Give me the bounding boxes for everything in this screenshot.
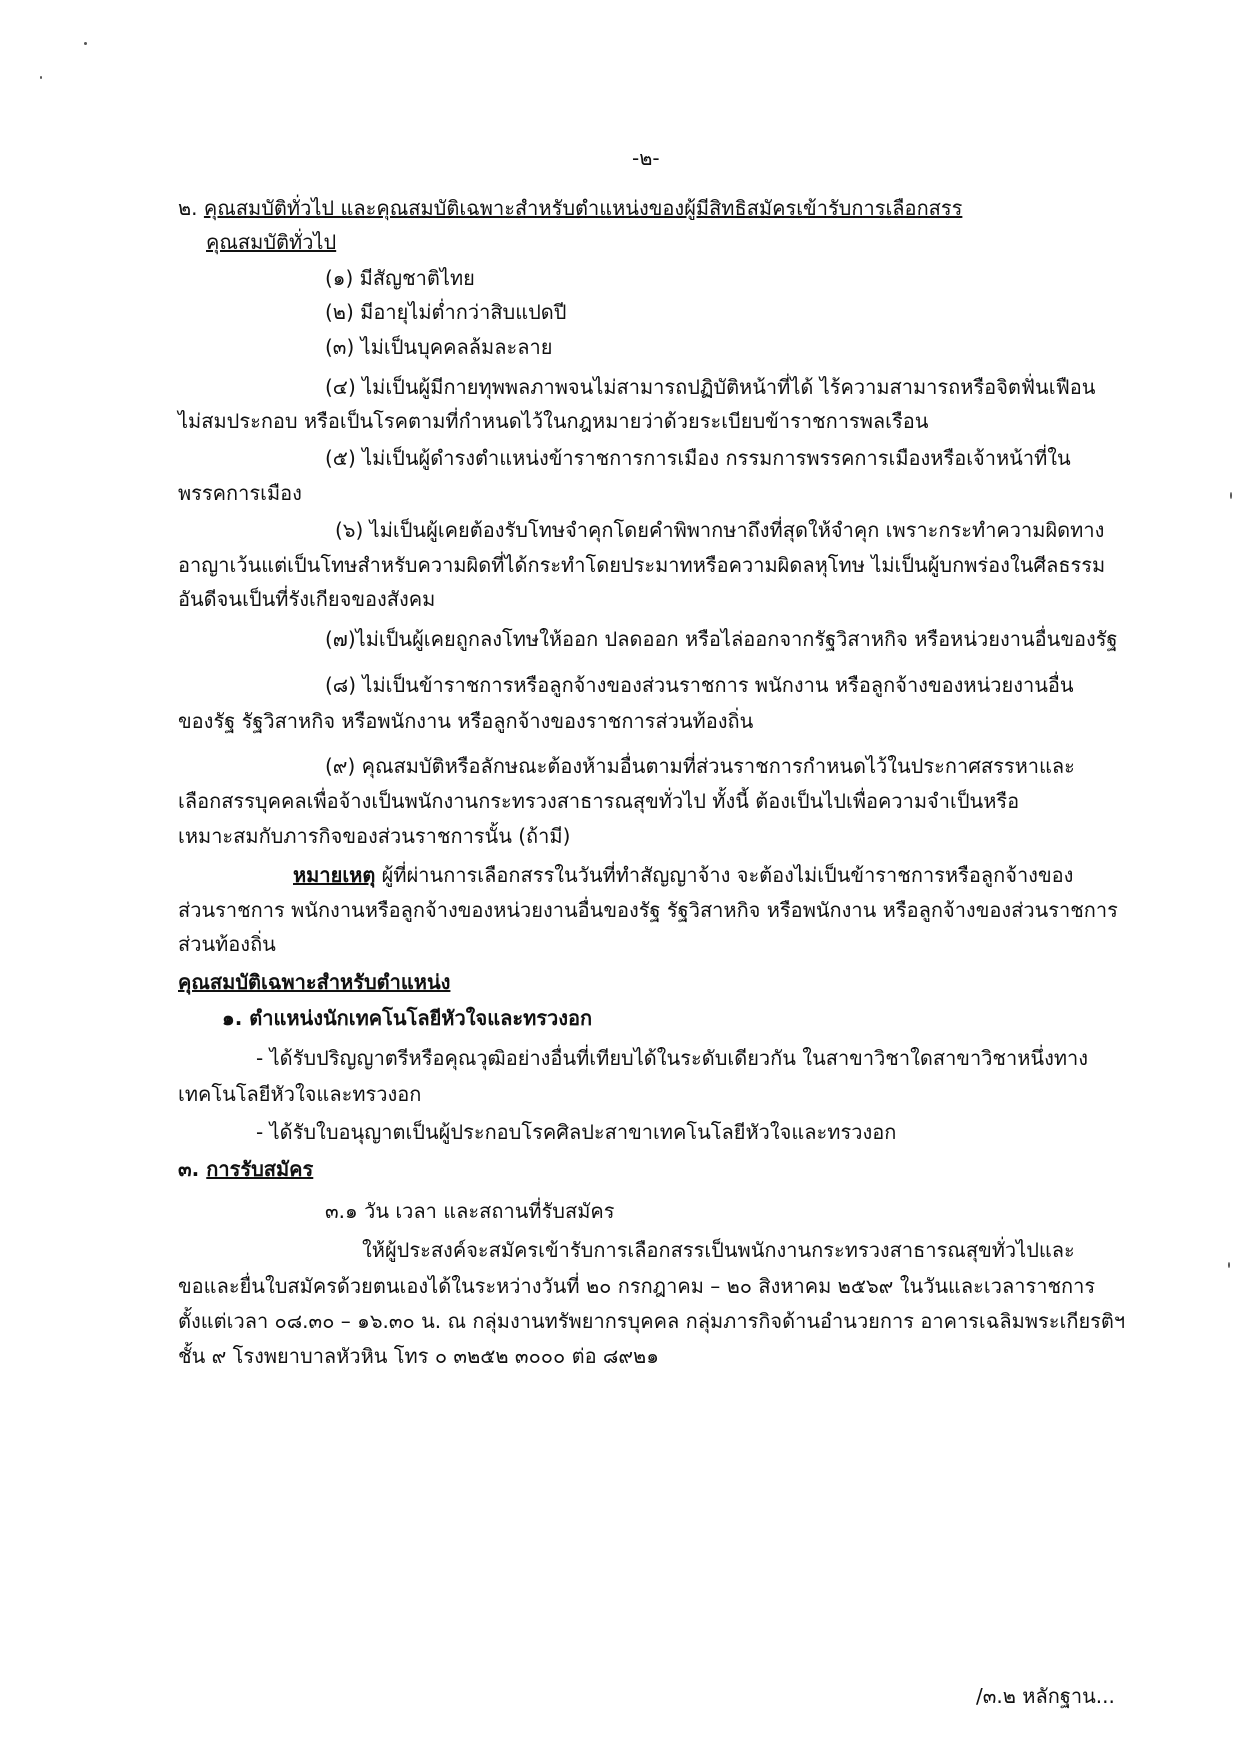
- qualification-item-5-line-2: พรรคการเมือง: [178, 481, 302, 505]
- qualification-item-6-line-3: อันดีจนเป็นที่รังเกียจของสังคม: [178, 587, 436, 611]
- section-3-number: ๓.: [178, 1157, 200, 1181]
- qualification-item-5-line-1: (๕) ไม่เป็นผู้ดำรงตำแหน่งข้าราชการการเมือง กรรมการพรรคการเมืองหรือเจ้าหน้าที่ใน: [325, 446, 1071, 470]
- section-3-heading: [178, 1155, 313, 1183]
- qualification-item-4-line-1: (๔) ไม่เป็นผู้มีกายทุพพลภาพจนไม่สามารถปฏิบัติหน้าที่ได้ ไร้ความสามารถหรือจิตฟั่นเฟือน: [325, 375, 1096, 399]
- note-text: ผู้ที่ผ่านการเลือกสรรในวันที่ทำสัญญาจ้าง จะต้องไม่เป็นข้าราชการหรือลูกจ้างของ: [375, 863, 1074, 887]
- qualification-item-9-line-3: เหมาะสมกับภารกิจของส่วนราชการนั้น (ถ้ามี): [178, 824, 571, 848]
- qualification-item-6-line-2: อาญาเว้นแต่เป็นโทษสำหรับความผิดที่ได้กระทำโดยประมาทหรือความผิดลหุโทษ ไม่เป็นผู้บกพร่องในศีลธรรม: [178, 553, 1106, 577]
- application-paragraph-line-2: ขอและยื่นใบสมัครด้วยตนเองได้ในระหว่างวันที่ ๒๐ กรกฎาคม – ๒๐ สิงหาคม ๒๕๖๙ ในวันและเวลาราชการ: [178, 1274, 1096, 1298]
- qualification-item-6-line-1: (๖) ไม่เป็นผู้เคยต้องรับโทษจำคุกโดยคำพิพากษาถึงที่สุดให้จำคุก เพราะกระทำความผิดทาง: [335, 518, 1105, 542]
- qualification-item-1: (๑) มีสัญชาติไทย: [325, 266, 475, 290]
- qualification-item-2: (๒) มีอายุไม่ต่ำกว่าสิบแปดปี: [325, 300, 567, 324]
- application-paragraph-line-1: ให้ผู้ประสงค์จะสมัครเข้ารับการเลือกสรรเป็นพนักงานกระทรวงสาธารณสุขทั่วไปและ: [362, 1238, 1075, 1262]
- application-paragraph-line-4: ชั้น ๙ โรงพยาบาลหัวหิน โทร ๐ ๓๒๕๒ ๓๐๐๐ ต่อ ๘๙๒๑: [178, 1344, 659, 1368]
- general-qualifications-heading: คุณสมบัติทั่วไป: [206, 230, 337, 254]
- qualification-item-9-line-1: (๙) คุณสมบัติหรือลักษณะต้องห้ามอื่นตามที่ส่วนราชการกำหนดไว้ในประกาศสรรหาและ: [325, 754, 1075, 778]
- section-2-title: คุณสมบัติทั่วไป และคุณสมบัติเฉพาะสำหรับตำแหน่งของผู้มีสิทธิสมัครเข้ารับการเลือกสรร: [203, 196, 963, 220]
- scan-speck: [40, 76, 42, 79]
- section-2-heading: [178, 194, 962, 222]
- section-3-title: การรับสมัคร: [206, 1157, 314, 1181]
- qualification-item-3: (๓) ไม่เป็นบุคคลล้มละลาย: [325, 335, 553, 359]
- note-label: หมายเหตุ: [293, 863, 376, 887]
- note-line-2: ส่วนราชการ พนักงานหรือลูกจ้างของหน่วยงานอื่นของรัฐ รัฐวิสาหกิจ หรือพนักงาน หรือลูกจ้างของส่วนราชการ: [178, 898, 1118, 922]
- note-line-1: [293, 861, 1073, 889]
- position-heading: ๑. ตำแหน่งนักเทคโนโลยีหัวใจและทรวงอก: [222, 1006, 593, 1030]
- section-3-1-heading: ๓.๑ วัน เวลา และสถานที่รับสมัคร: [325, 1199, 615, 1223]
- qualification-item-8-line-2: ของรัฐ รัฐวิสาหกิจ หรือพนักงาน หรือลูกจ้างของราชการส่วนท้องถิ่น: [178, 709, 754, 733]
- application-paragraph-line-3: ตั้งแต่เวลา ๐๘.๓๐ – ๑๖.๓๐ น. ณ กลุ่มงานทรัพยากรบุคคล กลุ่มภารกิจด้านอำนวยการ อาคารเฉลิมพระเกียรติฯ: [178, 1309, 1126, 1333]
- scan-speck: [1230, 492, 1232, 499]
- note-line-3: ส่วนท้องถิ่น: [178, 932, 276, 956]
- qualification-item-4-line-2: ไม่สมประกอบ หรือเป็นโรคตามที่กำหนดไว้ในกฎหมายว่าด้วยระเบียบข้าราชการพลเรือน: [178, 409, 929, 433]
- qualification-item-8-line-1: (๘) ไม่เป็นข้าราชการหรือลูกจ้างของส่วนราชการ พนักงาน หรือลูกจ้างของหน่วยงานอื่น: [325, 673, 1074, 697]
- continuation-note: /๓.๒ หลักฐาน...: [976, 1684, 1115, 1708]
- position-requirement-1-line-1: - ได้รับปริญญาตรีหรือคุณวุฒิอย่างอื่นที่เทียบได้ในระดับเดียวกัน ในสาขาวิชาใดสาขาวิชาหนึ่งทาง: [256, 1046, 1089, 1070]
- specific-qualifications-heading: คุณสมบัติเฉพาะสำหรับตำแหน่ง: [178, 970, 451, 994]
- page-number: -๒-: [632, 146, 660, 170]
- position-requirement-2: - ได้รับใบอนุญาตเป็นผู้ประกอบโรคศิลปะสาขาเทคโนโลยีหัวใจและทรวงอก: [256, 1120, 897, 1144]
- section-2-number: ๒.: [178, 196, 198, 220]
- qualification-item-7: (๗)ไม่เป็นผู้เคยถูกลงโทษให้ออก ปลดออก หรือไล่ออกจากรัฐวิสาหกิจ หรือหน่วยงานอื่นของรัฐ: [325, 627, 1118, 651]
- position-requirement-1-line-2: เทคโนโลยีหัวใจและทรวงอก: [178, 1082, 422, 1106]
- scan-speck: [84, 42, 87, 45]
- scan-speck: [1228, 1262, 1230, 1268]
- qualification-item-9-line-2: เลือกสรรบุคคลเพื่อจ้างเป็นพนักงานกระทรวงสาธารณสุขทั่วไป ทั้งนี้ ต้องเป็นไปเพื่อความจำเป็นหรือ: [178, 789, 1020, 813]
